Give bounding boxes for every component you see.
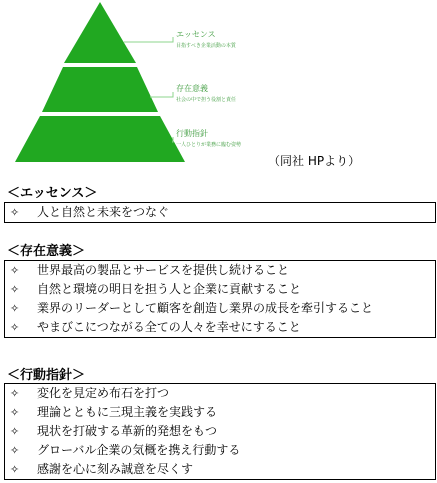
list-item-text: 業界のリーダーとして顧客を創造し業界の成長を牽引すること (37, 301, 374, 315)
pyramid-diagram (0, 0, 437, 175)
diamond-bullet-icon: ✧ (10, 283, 20, 296)
section-box-essence (4, 202, 436, 223)
list-item (5, 261, 435, 280)
list-item-text: 現状を打破する革新的発想をもつ (37, 424, 218, 438)
source-credit: （同社 HPより） (268, 154, 361, 168)
section-heading-purpose: ＜存在意義＞ (7, 244, 86, 259)
diamond-bullet-icon: ✧ (10, 387, 20, 400)
level-title-conduct: 行動指針 (176, 129, 208, 138)
section-heading-conduct: ＜行動指針＞ (7, 368, 86, 383)
level-title-essence: エッセンス (176, 30, 216, 39)
list-item-text: 変化を見定め布石を打つ (37, 386, 170, 400)
list-item-text: 人と自然と未来をつなぐ (37, 205, 170, 219)
level-subtitle-conduct: 一人ひとりが業務に臨む姿勢 (176, 142, 242, 148)
list-item (5, 280, 435, 299)
diamond-bullet-icon: ✧ (10, 302, 20, 315)
list-item-text: 感謝を心に刻み誠意を尽くす (37, 462, 194, 476)
list-item-text: 世界最高の製品とサービスを提供し続けること (37, 263, 290, 277)
diamond-bullet-icon: ✧ (10, 444, 20, 457)
list-item (5, 203, 435, 222)
list-item (5, 318, 435, 337)
diamond-bullet-icon: ✧ (10, 425, 20, 438)
list-item (5, 299, 435, 318)
list-item-text: グローバル企業の気概を携え行動する (37, 443, 241, 457)
list-item (5, 441, 435, 460)
diamond-bullet-icon: ✧ (10, 206, 20, 219)
section-box-purpose (4, 260, 436, 338)
pyramid-figure (0, 0, 437, 175)
connector-line-1 (124, 37, 173, 42)
level-title-purpose: 存在意義 (176, 84, 208, 93)
list-item-text: やまびこにつながる全ての人々を幸せにすること (37, 320, 301, 334)
level-subtitle-purpose: 社会の中で担う役割と責任 (176, 97, 237, 103)
list-item-text: 自然と環境の明日を担う人と企業に貢献すること (37, 282, 302, 296)
diamond-bullet-icon: ✧ (10, 406, 20, 419)
list-item (5, 403, 435, 422)
section-box-conduct (4, 383, 436, 480)
section-heading-essence: ＜エッセンス＞ (7, 186, 98, 201)
diamond-bullet-icon: ✧ (10, 321, 20, 334)
diamond-bullet-icon: ✧ (10, 463, 20, 476)
list-item (5, 422, 435, 441)
pyramid-tier-bottom (15, 116, 185, 162)
diamond-bullet-icon: ✧ (10, 264, 20, 277)
pyramid-tier-top (64, 2, 136, 63)
pyramid-tier-middle (42, 67, 158, 112)
list-item-text: 理論とともに三現主義を実践する (37, 405, 218, 419)
connector-line-2 (150, 92, 173, 97)
list-item (5, 384, 435, 403)
list-item (5, 460, 435, 479)
level-subtitle-essence: 目指すべき企業活動の本質 (176, 43, 236, 49)
